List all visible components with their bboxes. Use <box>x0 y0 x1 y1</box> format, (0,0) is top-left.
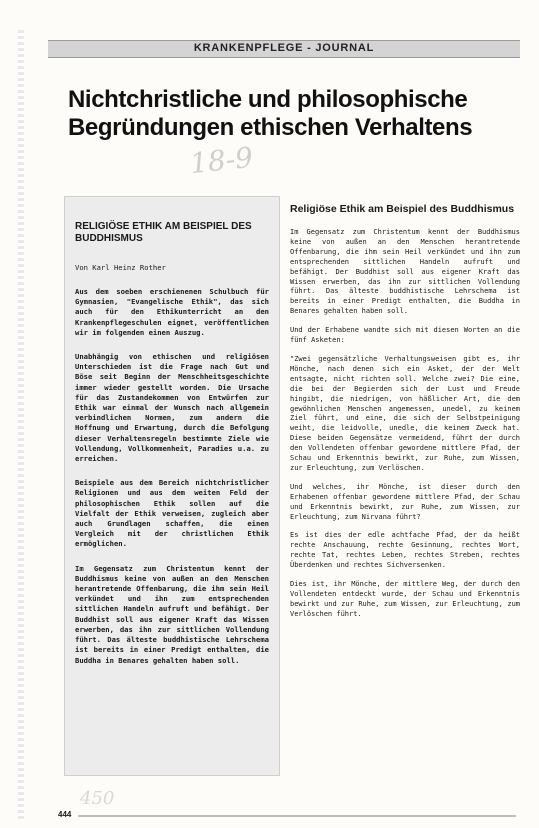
body-paragraph: Und der Erhabene wandte sich mit diesen Worten an die fünf Asketen: <box>290 326 520 345</box>
sidebar-paragraph: Beispiele aus dem Bereich nichtchristlicher Religionen und aus dem weiten Feld der philosophischen Ethik sollen auf die Vielfalt der Ethik verweisen, zugleich aber auch Grundlagen schaffen, die einen Vergleich mit der christlichen Ethik ermöglichen. <box>75 478 269 549</box>
handwritten-mark: 450 <box>80 788 115 809</box>
author-line: Von Karl Heinz Rother <box>75 263 166 272</box>
body-paragraph: Dies ist, ihr Mönche, der mittlere Weg, der durch den Vollendeten entdeckt wurde, der Schau und Erkenntnis bewirkt und zur Ruhe, zum Wissen, zur Erleuchtung, zum Verlöschen führt. <box>290 580 520 618</box>
body-paragraph: Im Gegensatz zum Christentum kennt der Buddhismus keine von außen an den Menschen herantretende Offenbarung, die ihm sein Heil verkündet und ihn zum entsprechenden sittlichen Handeln aufruft und befähigt. Der Buddhist soll aus eigener Kraft das Wissen erwerben, das ihn zur sittlichen Vollendung führt. Das älteste buddhistische Lehrschema ist bereits in einer Predigt enthalten, die Buddha in Benares gehalten haben soll. <box>290 228 520 316</box>
footer-rule <box>78 815 516 817</box>
sidebar-paragraph: Aus dem soeben erschienenen Schulbuch für Gymnasien, "Evangelische Ethik", das sich auch für den Ethikunterricht an den Krankenpflegeschulen eignet, veröffentlichen wir im folgenden einen Auszug. <box>75 287 269 337</box>
journal-header-bar <box>48 40 520 58</box>
handwritten-note: 18-9 <box>188 140 255 181</box>
page-footer <box>46 812 516 820</box>
sidebar-paragraph: Im Gegensatz zum Christentum kennt der Buddhismus keine von außen an den Menschen herantretende Offenbarung, die ihm sein Heil verkündet und ihn zum entsprechenden sittlichen Handeln aufruft und befähigt. Der Buddhist soll aus eigener Kraft das Wissen erwerben, das ihn zur sittlichen Vollendung führt. Das älteste buddhistische Lehrschema ist bereits in einer Predigt enthalten, die Buddha in Benares gehalten haben soll. <box>75 563 269 665</box>
main-column <box>290 203 520 629</box>
article-title: Nichtchristliche und philosophische Begründungen ethischen Verhaltens <box>68 86 473 141</box>
body-paragraph: Und welches, ihr Mönche, ist dieser durch den Erhabenen offenbar gewordene mittlere Pfad, der Schau und Erkenntnis bewirkt, zur Ruhe, zum Wissen, zur Erleuchtung, zum Nirvana führt? <box>290 482 520 521</box>
sidebar-paragraph: Unabhängig von ethischen und religiösen Unterschieden ist die Frage nach Gut und Böse seit Beginn der Menschheitsgeschichte immer wieder gestellt worden. Die Ursache für das Zustandekommen von Entwürfen zur Ethik war einmal der Wunsch nach allgemein verbindlichen Normen, zum andern die Hoffnung und Erwartung, durch die Befolgung dieser Verhaltensregeln bestimmte Ziele wie Vollendung, Vollkommenheit, Paradies u.a. zu erreichen. <box>75 352 269 464</box>
body-paragraph: Es ist dies der edle achtfache Pfad, der da heißt rechte Anschauung, rechte Gesinnung, rechtes Wort, rechte Tat, rechtes Leben, rechtes Streben, rechtes Überdenken und rechtes Sichversenken. <box>290 531 520 570</box>
page-number: 444 <box>58 810 72 819</box>
intro-sidebar <box>64 196 280 776</box>
body-paragraph: "Zwei gegensätzliche Verhaltungsweisen gibt es, ihr Mönche, nach denen sich ein Asket, der der Welt entsagte, nicht richten soll. Welche zwei? Die eine, die bei der Begierden sich der Lust und Freude hingibt, die niedrigen, von häßlicher Art, die dem gewöhnlichen Menschen angemessen, unedel, zu keinem Ziel führt, und eine, die sich der Selbstpeinigung weiht, die leidvolle, unedle, die keinem Zweck hat. Diese beiden Gegensätze vermeidend, führt der durch den Vollendeten offenbar gewordene mittlere Pfad, der Schau und Erkenntnis bewirkt, zur Ruhe, zum Wissen, zur Erleuchtung, zum Verlöschen. <box>290 354 520 472</box>
journal-name: KRANKENPFLEGE - JOURNAL <box>193 42 375 54</box>
binding-edge <box>18 30 24 820</box>
sidebar-heading: RELIGIÖSE ETHIK AM BEISPIEL DES BUDDHISMUS <box>75 221 252 244</box>
section-heading: Religiöse Ethik am Beispiel des Buddhismus <box>290 203 515 215</box>
